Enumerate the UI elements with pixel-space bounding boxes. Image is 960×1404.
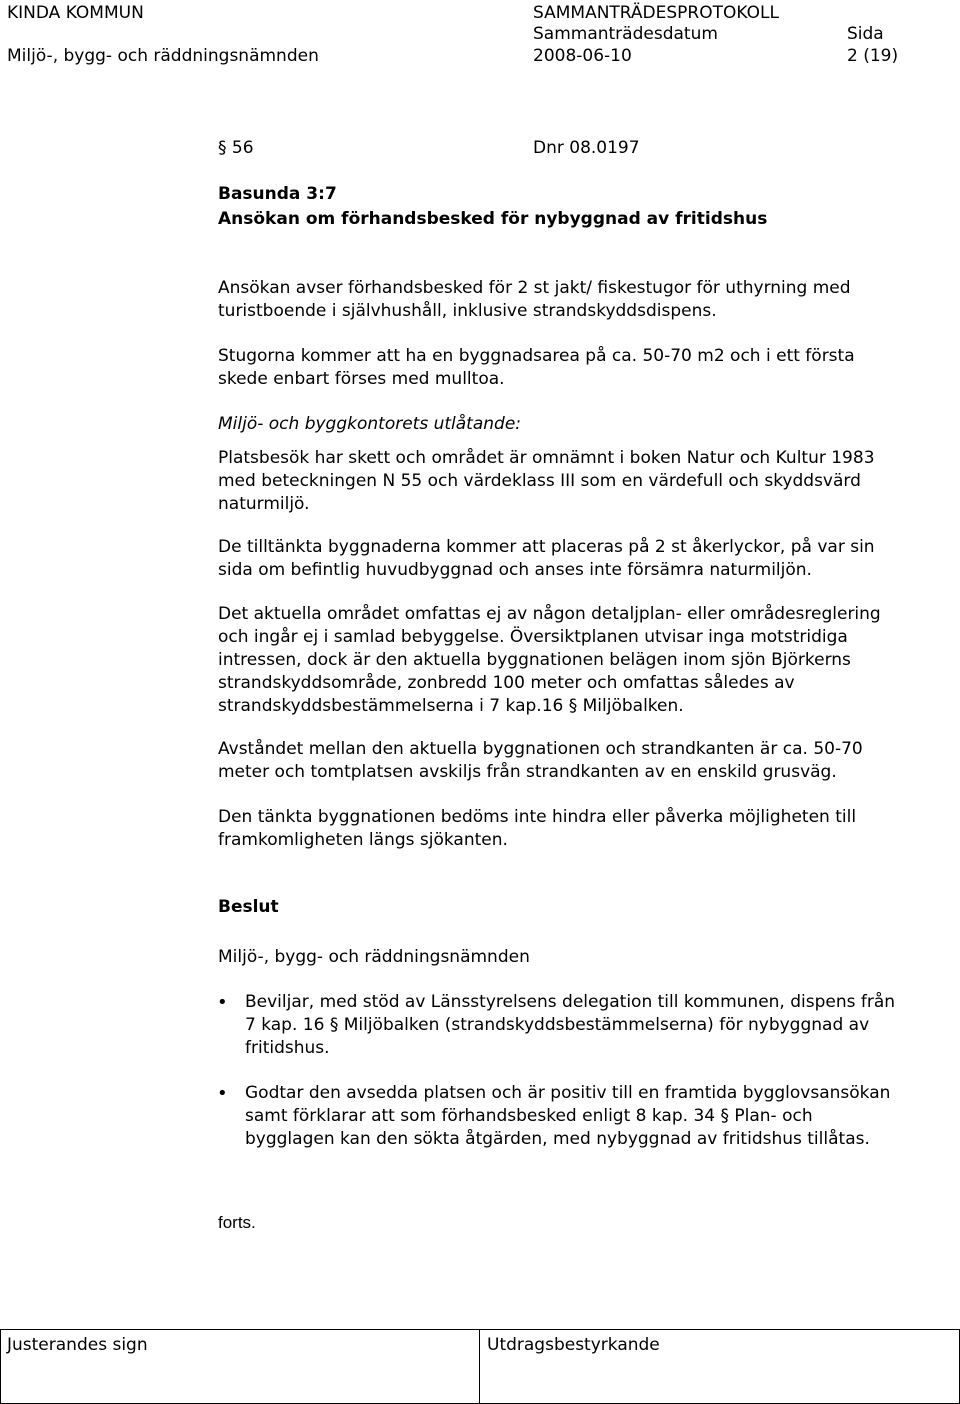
paragraph-distance: Avståndet mellan den aktuella byggnationen och strandkanten är ca. 50-70 meter och tomtplatsen avskiljs från strandkanten av en enskild grusväg. (218, 739, 863, 782)
paragraph-building-area: Stugorna kommer att ha en byggnadsarea på ca. 50-70 m2 och i ett första skede enbart förses med mulltoa. (218, 346, 855, 389)
section-number: § 56 (218, 138, 254, 158)
org-name: KINDA KOMMUN (7, 3, 144, 23)
meeting-date: 2008-06-10 (533, 46, 632, 66)
doc-type: SAMMANTRÄDESPROTOKOLL (533, 3, 779, 23)
statement-heading: Miljö- och byggkontorets utlåtande: (218, 414, 522, 434)
footer-sign-label: Justerandes sign (7, 1335, 148, 1355)
case-title: Ansökan om förhandsbesked för nybyggnad av fritidshus (218, 209, 768, 229)
dnr-number: Dnr 08.0197 (533, 138, 640, 158)
decision-heading: Beslut (218, 897, 279, 917)
footer-top-rule (0, 1329, 960, 1330)
decision-bullet-dispensation: Beviljar, med stöd av Länsstyrelsens delegation till kommunen, dispens från 7 kap. 16 § Miljöbalken (strandskyddsbestämmelserna) för nybyggnad av fritidshus. (245, 992, 896, 1058)
bullet-marker: • (217, 992, 228, 1013)
footer-left-border (0, 1329, 1, 1404)
paragraph-planning: Det aktuella området omfattas ej av någon detaljplan- eller områdesreglering och ingår ej i samlad bebyggelse. Översiktplanen utvisar inga motstridiga intressen, dock är den aktuella byggnationen belägen inom sjön Björkerns strandskyddsområde, zonbredd 100 meter och omfattas således av strandskyddsbestämmelserna i 7 kap.16 § Miljöbalken. (218, 604, 881, 716)
paragraph-application: Ansökan avser förhandsbesked för 2 st jakt/ fiskestugor för uthyrning med turistboende i självhushåll, inklusive strandskyddsdispens. (218, 278, 851, 321)
date-label: Sammanträdesdatum (533, 24, 718, 44)
page-label: Sida (847, 24, 884, 44)
committee-name: Miljö-, bygg- och räddningsnämnden (7, 46, 319, 66)
bullet-marker: • (217, 1083, 228, 1104)
footer-divider (479, 1329, 480, 1404)
paragraph-site-visit: Platsbesök har skett och området är omnämnt i boken Natur och Kultur 1983 med beteckningen N 55 och värdeklass III som en värdefull och skyddsvärd naturmiljö. (218, 448, 875, 514)
decision-body: Miljö-, bygg- och räddningsnämnden (218, 947, 530, 967)
property-designation: Basunda 3:7 (218, 184, 337, 204)
page-number: 2 (19) (847, 46, 899, 66)
decision-bullet-approval: Godtar den avsedda platsen och är positiv till en framtida bygglovsansökan samt förklarar att som förhandsbesked enligt 8 kap. 34 § Plan- och bygglagen kan den sökta åtgärden, med nybyggnad av fritidshus tillåtas. (245, 1083, 891, 1149)
paragraph-placement: De tilltänkta byggnaderna kommer att placeras på 2 st åkerlyckor, på var sin sida om befintlig huvudbyggnad och anses inte försämra naturmiljön. (218, 537, 875, 580)
continuation-note: forts. (218, 1213, 256, 1232)
paragraph-access: Den tänkta byggnationen bedöms inte hindra eller påverka möjligheten till framkomligheten längs sjökanten. (218, 807, 857, 850)
footer-extract-label: Utdragsbestyrkande (487, 1335, 660, 1355)
